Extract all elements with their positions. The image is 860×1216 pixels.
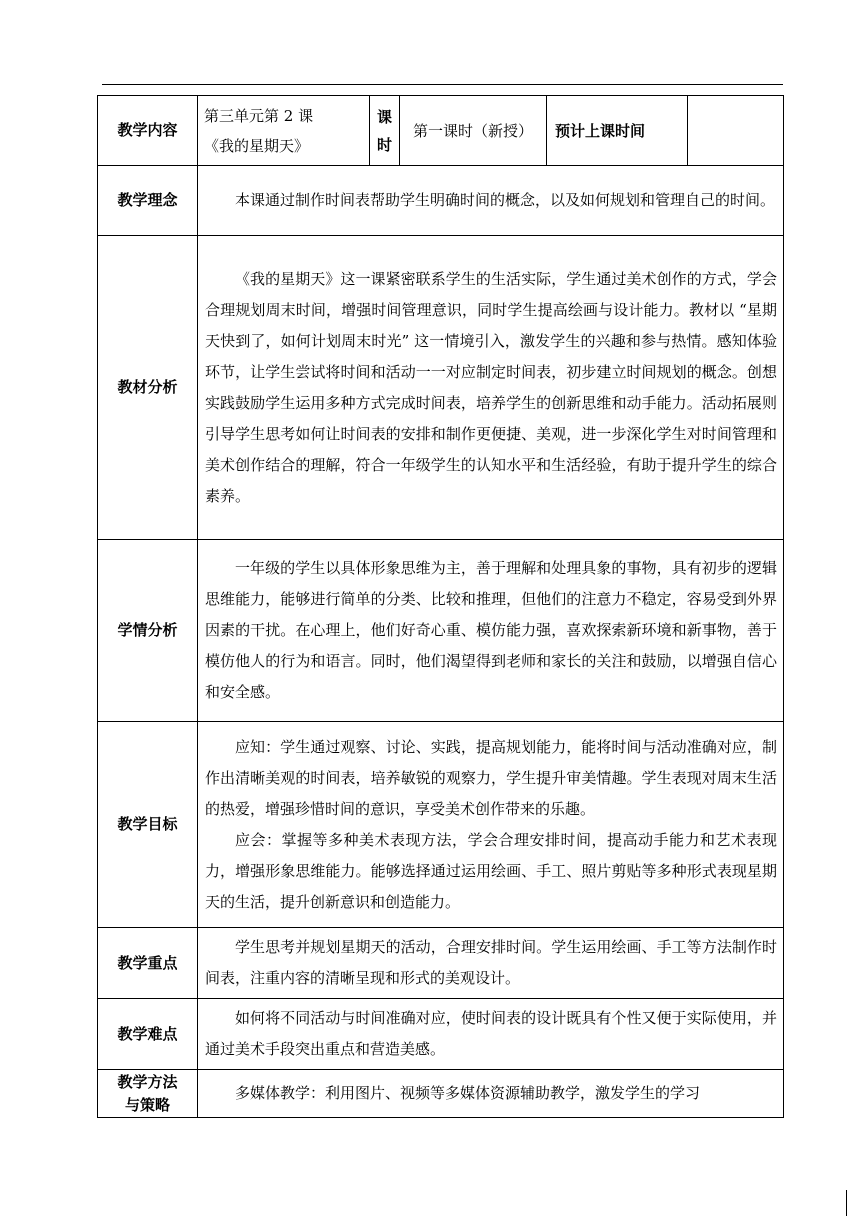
row-label-line: 教学方法 [117, 1072, 178, 1091]
paragraph: 《我的星期天》这一课紧密联系学生的生活实际，学生通过美术创作的方式，学会合理规划周末时间，增强时间管理意识，同时学生提高绘画与设计能力。教材以 “星期天快到了，如何计划周末时光” 这一情境引入，激发学生的兴趣和参与热情。感知体验环节，让学生尝试将时间和活动一一对应制定时间表，初步建立时间规划的概念。创想实践鼓励学生运用多种方式完成时间表，培养学生的创新思维和动手能力。活动拓展则引导学生思考如何让时间表的安排和制作更便捷、美观，进一步深化学生对时间管理和美术创作结合的理解，符合一年级学生的认知水平和生活经验，有助于提升学生的综合素养。 [205, 269, 777, 505]
row-content [198, 236, 784, 540]
header-row [98, 96, 784, 166]
row-label: 教学目标 [98, 722, 198, 928]
row-content [198, 999, 784, 1070]
teaching-content-label: 教学内容 [98, 96, 198, 166]
row-label: 教学重点 [98, 928, 198, 999]
row-teaching-philosophy [98, 166, 784, 236]
row-label: 学情分析 [98, 540, 198, 722]
row-label-line: 与策略 [124, 1095, 170, 1114]
period-cell: 第一课时（新授） [400, 96, 547, 166]
row-material-analysis [98, 236, 784, 540]
paragraph: 多媒体教学：利用图片、视频等多媒体资源辅助教学，激发学生的学习 [235, 1084, 701, 1102]
page-edge-mark [846, 1190, 847, 1216]
keshi-char-1: 课 [376, 107, 392, 126]
course-title: 《我的星期天》 [204, 136, 310, 155]
row-label [98, 1070, 198, 1118]
keshi-char-2: 时 [376, 135, 392, 154]
row-content [198, 540, 784, 722]
row-student-analysis [98, 540, 784, 722]
course-unit: 第三单元第 2 课 [204, 106, 314, 125]
row-content [198, 166, 784, 236]
header-rule [102, 84, 783, 85]
row-key-points [98, 928, 784, 999]
paragraph: 学生思考并规划星期天的活动，合理安排时间。学生运用绘画、手工等方法制作时间表，注重内容的清晰呈现和形式的美观设计。 [205, 938, 777, 987]
row-label: 教材分析 [98, 236, 198, 540]
paragraph: 一年级的学生以具体形象思维为主，善于理解和处理具象的事物，具有初步的逻辑思维能力，能够进行简单的分类、比较和推理，但他们的注意力不稳定，容易受到外界因素的干扰。在心理上，他们好奇心重、模仿能力强，喜欢探索新环境和新事物，善于模仿他人的行为和语言。同时，他们渴望得到老师和家长的关注和鼓励，以增强自信心和安全感。 [205, 559, 777, 701]
paragraph: 应会：掌握等多种美术表现方法，学会合理安排时间，提高动手能力和艺术表现力，增强形象思维能力。能够选择通过运用绘画、手工、照片剪贴等多种形式表现星期天的生活，提升创新意识和创造能力。 [205, 830, 777, 911]
row-methods [98, 1070, 784, 1118]
row-label: 教学理念 [98, 166, 198, 236]
paragraph: 如何将不同活动与时间准确对应，使时间表的设计既具有个性又便于实际使用，并通过美术手段突出重点和营造美感。 [205, 1009, 777, 1058]
paragraph: 本课通过制作时间表帮助学生明确时间的概念，以及如何规划和管理自己的时间。 [235, 191, 776, 209]
keshi-label [370, 96, 400, 166]
course-cell [198, 96, 370, 166]
lesson-plan-table [97, 95, 784, 1118]
row-content [198, 722, 784, 928]
row-content [198, 1070, 784, 1118]
row-difficulties [98, 999, 784, 1070]
schedule-value [688, 96, 784, 166]
row-label: 教学难点 [98, 999, 198, 1070]
row-content [198, 928, 784, 999]
schedule-label: 预计上课时间 [547, 96, 688, 166]
paragraph: 应知：学生通过观察、讨论、实践，提高规划能力，能将时间与活动准确对应，制作出清晰美观的时间表，培养敏锐的观察力，学生提升审美情趣。学生表现对周末生活的热爱，增强珍惜时间的意识，享受美术创作带来的乐趣。 [205, 737, 777, 818]
row-teaching-goals [98, 722, 784, 928]
